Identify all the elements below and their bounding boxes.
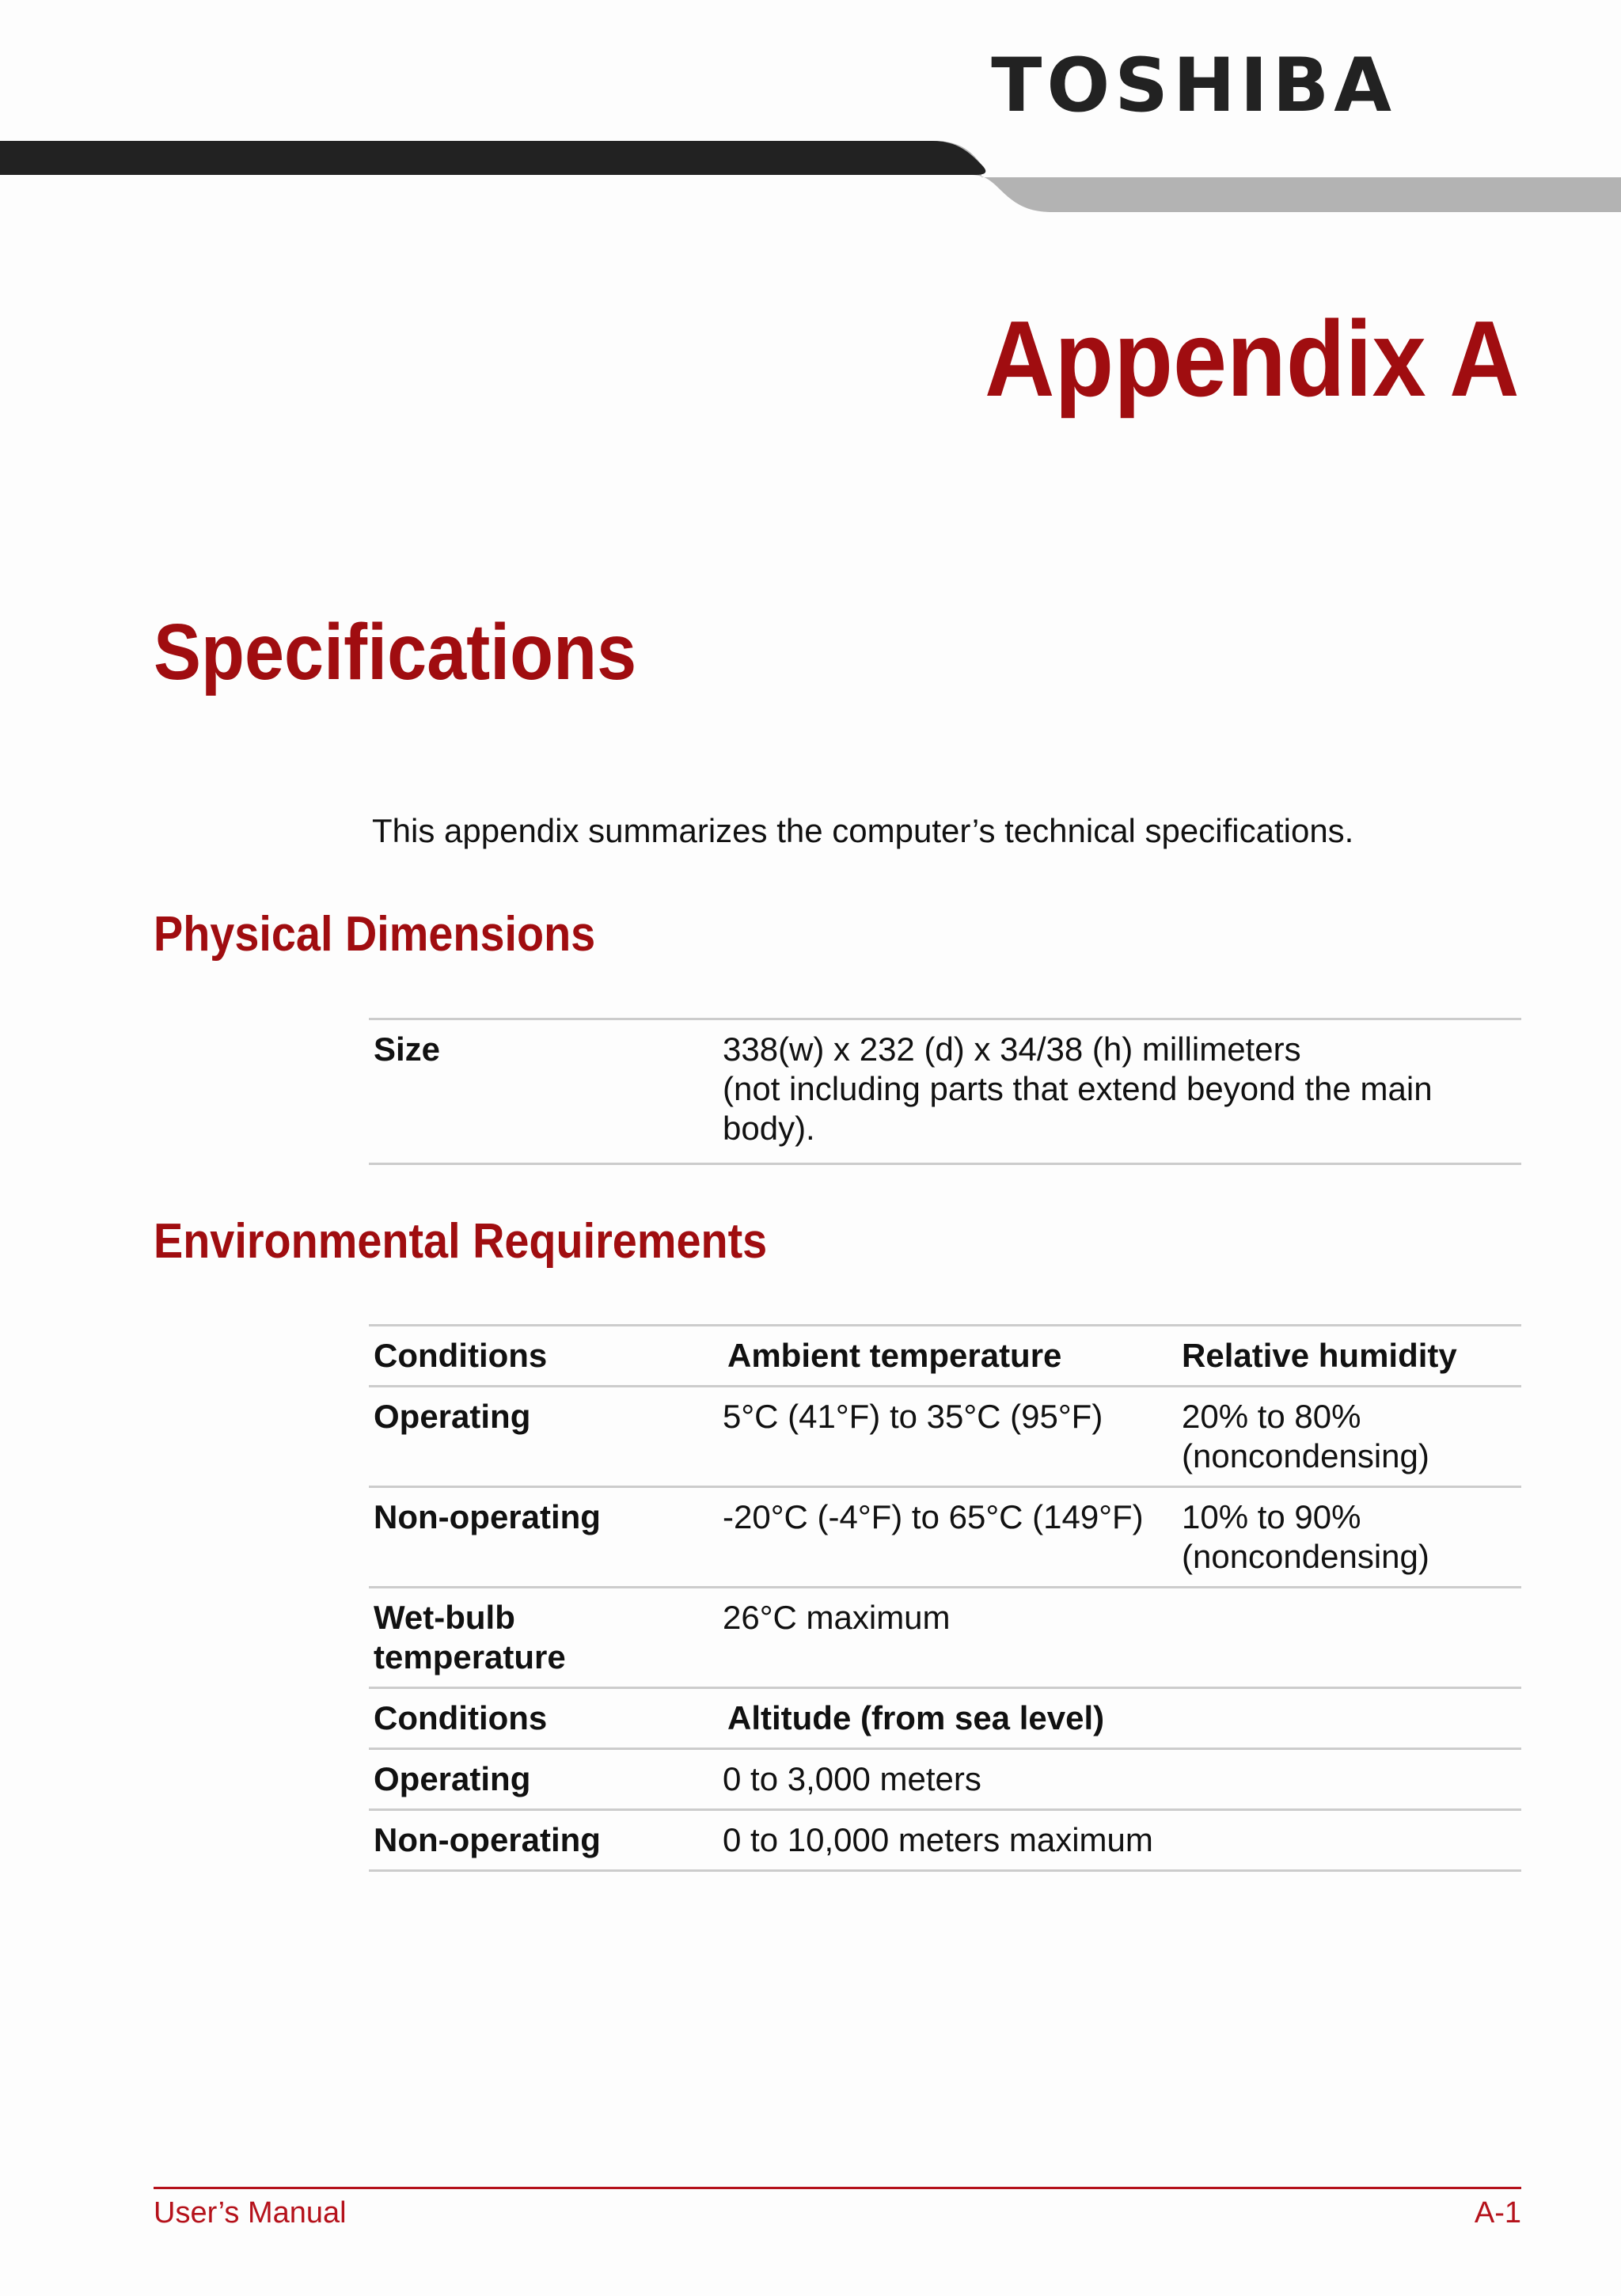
row-label: Non-operating [374,1498,601,1535]
temperature-cell: 5°C (41°F) to 35°C (95°F) [723,1398,1103,1435]
row-label: Wet-bulb temperature [374,1599,566,1676]
toshiba-logo: TOSHIBA [991,43,1396,129]
section-title: Specifications [154,608,637,696]
column-header: Relative humidity [1182,1337,1457,1374]
row-label: Non-operating [374,1821,601,1858]
row-label: Operating [374,1398,531,1435]
table-row [369,1387,1521,1488]
row-label: Operating [374,1760,531,1797]
column-header: Conditions [374,1699,548,1736]
row-label: Size [374,1030,441,1068]
humidity-cell [1182,1598,1521,1677]
page-number: A-1 [1474,2196,1521,2230]
temperature-cell: 26°C maximum [723,1599,951,1636]
humidity-cell: 10% to 90% (noncondensing) [1182,1498,1429,1575]
table-row [369,1018,1521,1165]
table-header-row [369,1324,1521,1387]
humidity-cell: 20% to 80% (noncondensing) [1182,1398,1429,1474]
environmental-table [369,1324,1521,1872]
environmental-requirements-heading: Environmental Requirements [154,1214,768,1269]
column-header: Altitude (from sea level) [727,1699,1105,1736]
chapter-title: Appendix A [985,298,1520,419]
altitude-cell: 0 to 3,000 meters [723,1760,981,1797]
physical-dimensions-heading: Physical Dimensions [154,907,596,962]
table-header-row [369,1689,1521,1750]
table-row [369,1488,1521,1588]
header-band [0,141,1621,212]
table-row [369,1811,1521,1872]
table-row [369,1750,1521,1811]
footer-manual-title: User’s Manual [154,2196,347,2230]
column-header: Conditions [374,1337,548,1374]
physical-dimensions-table [369,1018,1521,1165]
footer-rule [154,2187,1521,2189]
column-header: Ambient temperature [727,1337,1062,1374]
intro-text: This appendix summarizes the computer’s technical specifications. [372,812,1354,849]
temperature-cell: -20°C (-4°F) to 65°C (149°F) [723,1498,1144,1535]
table-row [369,1588,1521,1689]
altitude-cell: 0 to 10,000 meters maximum [723,1821,1153,1858]
row-value: 338(w) x 232 (d) x 34/38 (h) millimeters (not including parts that extend beyond the main body). [723,1030,1433,1147]
